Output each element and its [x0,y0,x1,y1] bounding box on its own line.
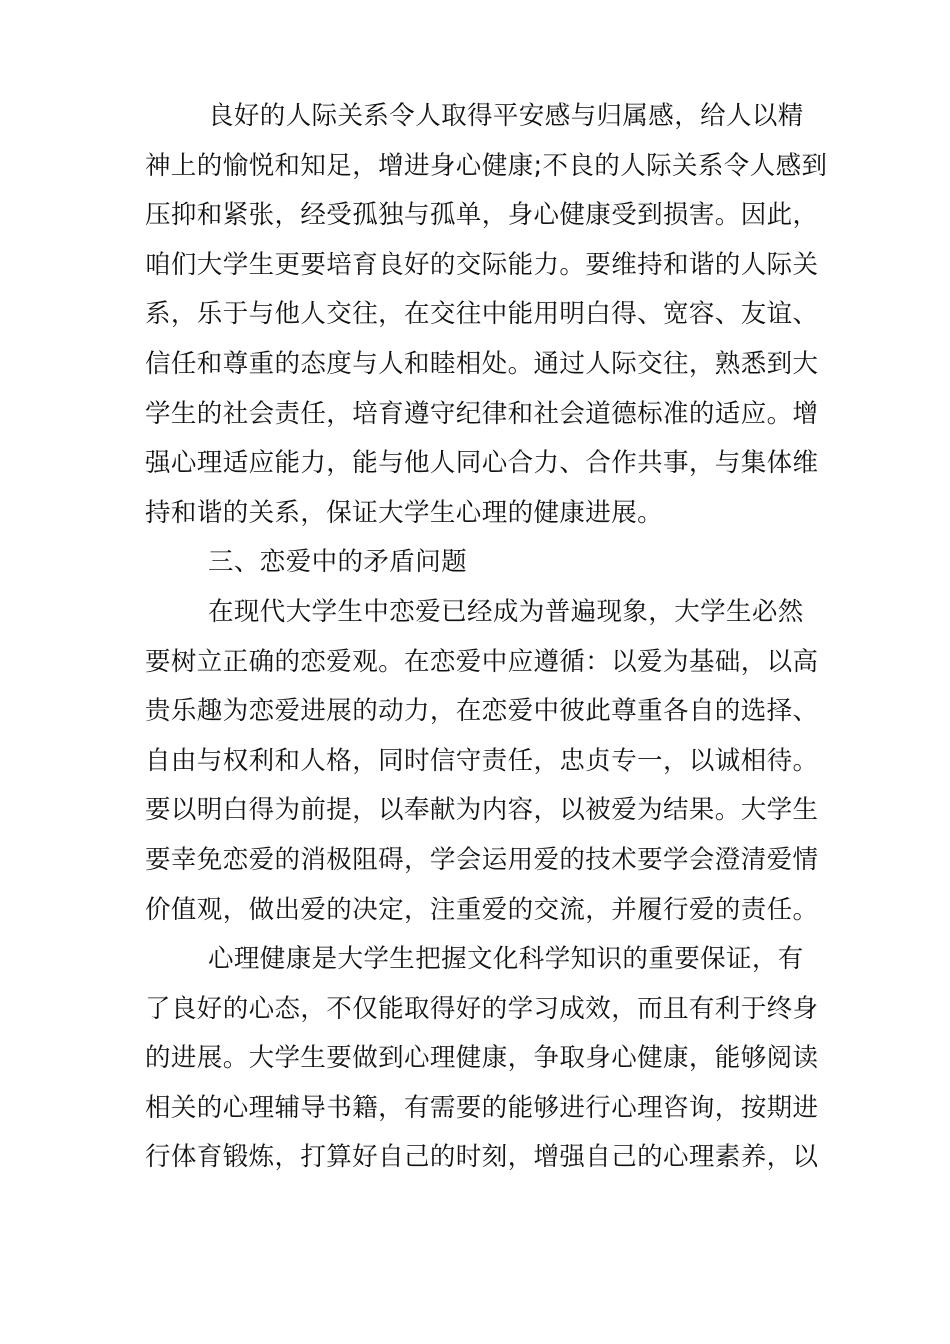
paragraph-2-line-5: 要以明白得为前提，以奉献为内容，以被爱为结果。大学生 [145,795,819,826]
section-heading: 三、恋爱中的矛盾问题 [208,547,468,578]
paragraph-3-line-5: 行体育锻炼，打算好自己的时刻，增强自己的心理素养，以 [145,1142,819,1173]
paragraph-3-line-3: 的进展。大学生要做到心理健康，争取身心健康，能够阅读 [145,1043,819,1074]
paragraph-1-line-3: 压抑和紧张，经受孤独与孤单，身心健康受到损害。因此， [145,200,819,231]
paragraph-2-line-2: 要树立正确的恋爱观。在恋爱中应遵循：以爱为基础，以高 [145,646,819,677]
paragraph-2-line-7: 价值观，做出爱的决定，注重爱的交流，并履行爱的责任。 [145,894,819,925]
paragraph-1-line-1: 良好的人际关系令人取得平安感与归属感，给人以精 [208,101,804,131]
paragraph-1-line-7: 学生的社会责任，培育遵守纪律和社会道德标准的适应。增 [145,398,819,429]
paragraph-1-line-8: 强心理适应能力，能与他人同心合力、合作共事，与集体维 [145,448,819,479]
paragraph-3-line-4: 相关的心理辅导书籍，有需要的能够进行心理咨询，按期进 [145,1092,819,1123]
paragraph-1-line-2: 神上的愉悦和知足，增进身心健康;不良的人际关系令人感到 [145,150,828,181]
paragraph-3-line-2: 了良好的心态，不仅能取得好的学习成效，而且有利于终身 [145,993,819,1024]
paragraph-1-line-4: 咱们大学生更要培育良好的交际能力。要维持和谐的人际关 [145,249,819,280]
body-text [145,92,828,1183]
paragraph-1-line-6: 信任和尊重的态度与人和睦相处。通过人际交往，熟悉到大 [145,348,819,379]
paragraph-1-line-5: 系，乐于与他人交往，在交往中能用明白得、宽容、友谊、 [145,299,819,330]
paragraph-2-line-6: 要幸免恋爱的消极阻碍，学会运用爱的技术要学会澄清爱情 [145,844,819,875]
paragraph-2-line-1: 在现代大学生中恋爱已经成为普遍现象，大学生必然 [208,596,804,627]
paragraph-3-line-1: 心理健康是大学生把握文化科学知识的重要保证，有 [208,944,804,975]
paragraph-1-line-9: 持和谐的关系，保证大学生心理的健康进展。 [145,497,664,528]
paragraph-2-line-3: 贵乐趣为恋爱进展的动力，在恋爱中彼此尊重各自的选择、 [145,696,819,727]
paragraph-2-line-4: 自由与权利和人格，同时信守责任，忠贞专一，以诚相待。 [145,745,819,776]
